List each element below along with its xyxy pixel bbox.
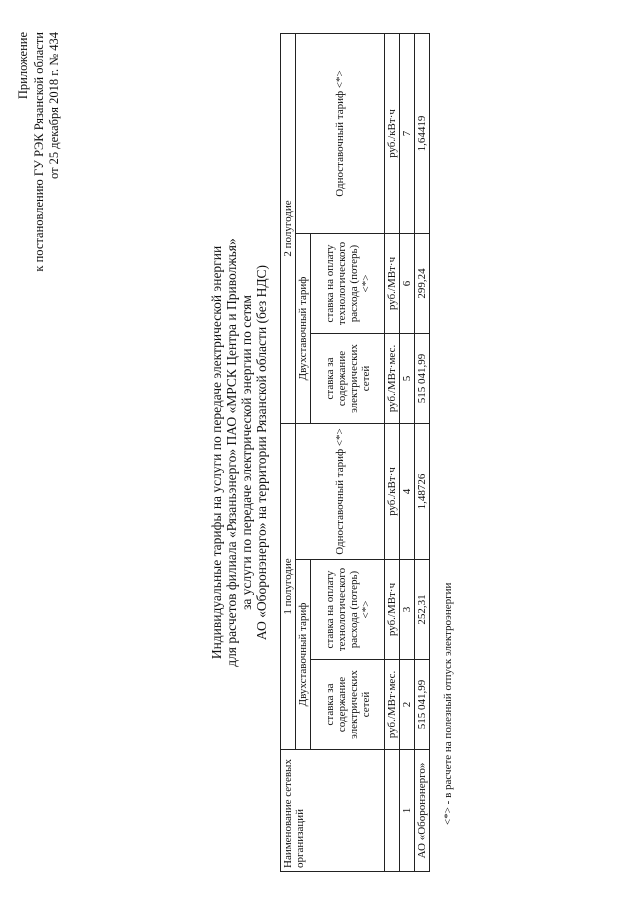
title-line-2: для расчетов филиала «Рязаньэнерго» ПАО «МРСК Центра и Приволжья» [224,238,239,667]
column-number: 4 [400,424,415,560]
table-cell-value: 515 041,99 [415,334,430,424]
column-number: 1 [400,750,415,872]
column-header-rate-loss-1: ставка на оплату технологического расхода (потерь) <*> [311,560,385,660]
column-header-half1: 1 полугодие [281,424,296,750]
column-number: 2 [400,660,415,750]
table-cell-value: 1,48726 [415,424,430,560]
unit-cell: руб./МВт·мес. [385,660,400,750]
header-row-units [385,34,400,872]
column-header-rate-loss-2: ставка на оплату технологического расхода (потерь) <*> [311,234,385,334]
title-line-1: Индивидуальные тарифы на услуги по передаче электрической энергии [209,245,224,660]
unit-cell: руб./кВт·ч [385,34,400,234]
column-header-half2: 2 полугодие [281,34,296,424]
header-row-tariff-types [296,34,311,872]
table-cell-value: 299,24 [415,234,430,334]
column-header-rate-maint-2: ставка за содержание электрических сетей [311,334,385,424]
column-number: 5 [400,334,415,424]
appendix-decree: к постановлению ГУ РЭК Рязанской области [31,32,46,272]
table-cell-value: 252,31 [415,560,430,660]
appendix-date: от 25 декабря 2018 г. № 434 [47,32,61,180]
column-number: 7 [400,34,415,234]
table-cell-value: 1,64419 [415,34,430,234]
appendix-header [16,32,63,272]
column-number: 6 [400,234,415,334]
title-line-4: АО «Оборонэнерго» на территории Рязанской области (без НДС) [254,264,269,641]
table-cell-value: 515 041,99 [415,660,430,750]
column-header-one-part-2: Одноставочный тариф <*> [296,34,385,234]
column-header-one-part-1: Одноставочный тариф <*> [296,424,385,560]
table-row [415,34,430,872]
column-header-two-part-1: Двухставочный тариф [296,560,311,750]
column-header-rate-maint-1: ставка за содержание электрических сетей [311,660,385,750]
column-header-name: Наименование сетевых организаций [281,750,385,872]
column-number: 3 [400,560,415,660]
tariff-table [280,33,430,872]
unit-cell: руб./МВт·мес. [385,334,400,424]
footnote: <*> - в расчете на полезный отпуск электроэнергии [442,582,454,825]
header-row-column-numbers [400,34,415,872]
unit-cell: руб./МВт·ч [385,234,400,334]
column-header-two-part-2: Двухставочный тариф [296,234,311,424]
title-line-3: за услуги по передаче электрической энергии по сетям [239,295,254,610]
document-title [209,0,269,905]
header-row-periods [281,34,296,872]
appendix-label: Приложение [16,32,30,100]
unit-cell-empty [385,750,400,872]
organization-name: АО «Оборонэнерго» [415,750,430,872]
unit-cell: руб./кВт·ч [385,424,400,560]
unit-cell: руб./МВт·ч [385,560,400,660]
